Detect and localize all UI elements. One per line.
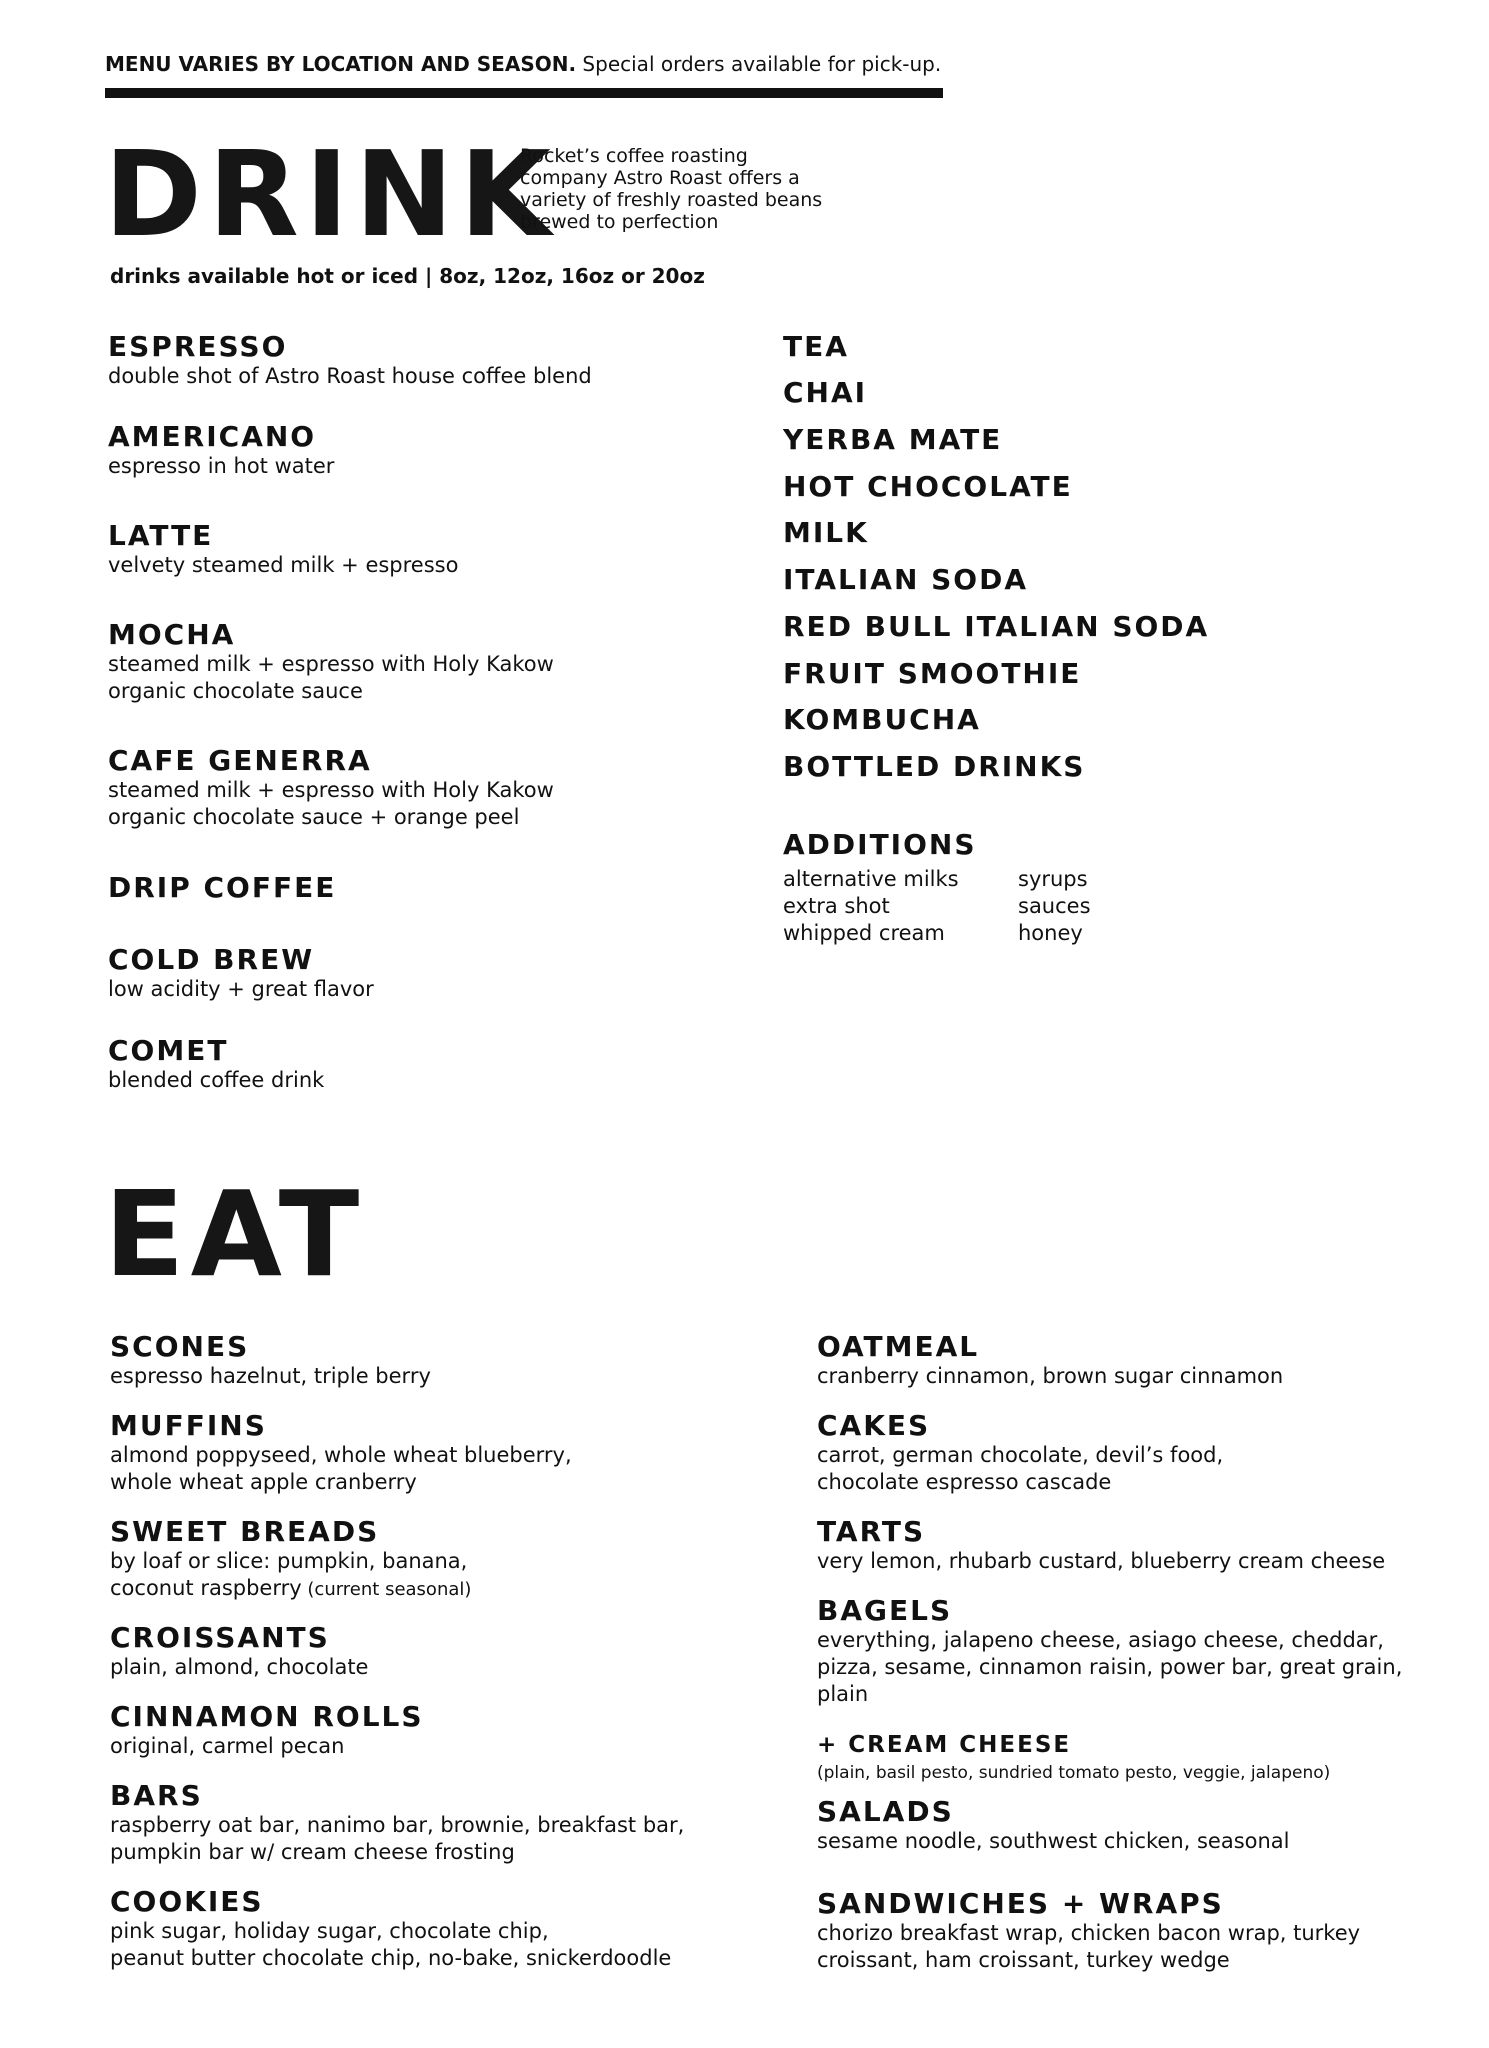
- additions-column-right: [1018, 866, 1091, 947]
- drink-item-description: [108, 1067, 324, 1094]
- eat-item-description-line: original, carmel pecan: [110, 1734, 345, 1758]
- drink-item-name: MOCHA: [108, 618, 236, 651]
- eat-item-description-line: pizza, sesame, cinnamon raisin, power bar, great grain,: [817, 1655, 1403, 1679]
- addition-item: syrups: [1018, 867, 1088, 891]
- eat-item-sandwiches-wraps: [817, 1888, 1360, 1974]
- eat-item-salads: [817, 1796, 1290, 1855]
- drink-item-description: [108, 453, 334, 480]
- eat-item-scones: [110, 1331, 431, 1390]
- drink-description-line: Rocket’s coffee roasting: [520, 145, 748, 167]
- drink-item-description-line: steamed milk + espresso with Holy Kakow: [108, 652, 554, 676]
- eat-item-description-line: very lemon, rhubarb custard, blueberry cream cheese: [817, 1549, 1386, 1573]
- eat-item-description: [110, 1733, 424, 1760]
- eat-item-name: OATMEAL: [817, 1330, 980, 1363]
- header-rule: [105, 88, 943, 98]
- drink-sizes-note: drinks available hot or iced | 8oz, 12oz, 16oz or 20oz: [110, 264, 705, 288]
- drink-item-cafe-generra: [108, 745, 554, 831]
- addition-item: sauces: [1018, 894, 1091, 918]
- eat-item-description-line: sesame noodle, southwest chicken, seasonal: [817, 1829, 1290, 1853]
- drink-item-name: CAFE GENERRA: [108, 744, 372, 777]
- eat-item-description: [817, 1627, 1402, 1708]
- eat-item-description-line: croissant, ham croissant, turkey wedge: [817, 1948, 1230, 1972]
- eat-item-oatmeal: [817, 1331, 1283, 1390]
- drink-list-item-tea: TEA: [783, 330, 849, 363]
- drink-item-cold-brew: [108, 944, 374, 1003]
- drink-item-description-line: organic chocolate sauce: [108, 679, 363, 703]
- menu-note-bold: MENU VARIES BY LOCATION AND SEASON.: [105, 52, 577, 76]
- drink-description-line: brewed to perfection: [520, 211, 719, 233]
- drink-item-mocha: [108, 619, 554, 705]
- eat-item-description-line: carrot, german chocolate, devil’s food,: [817, 1443, 1224, 1467]
- eat-item-name: TARTS: [817, 1515, 926, 1548]
- drink-item-name: AMERICANO: [108, 420, 317, 453]
- drink-list-item-fruit-smoothie: FRUIT SMOOTHIE: [783, 657, 1082, 690]
- eat-item-muffins: [110, 1410, 572, 1496]
- eat-item-cream-cheese: [817, 1729, 1330, 1785]
- drink-description-line: company Astro Roast offers a: [520, 167, 800, 189]
- eat-item-description-line: pumpkin bar w/ cream cheese frosting: [110, 1840, 515, 1864]
- eat-item-bars: [110, 1780, 684, 1866]
- drink-item-name: COLD BREW: [108, 943, 315, 976]
- drink-description: [520, 145, 860, 233]
- drink-heading: DRINK: [104, 125, 557, 263]
- eat-item-description-line: chorizo breakfast wrap, chicken bacon wrap, turkey: [817, 1921, 1361, 1945]
- eat-item-description-line: espresso hazelnut, triple berry: [110, 1364, 431, 1388]
- drink-item-description-line: organic chocolate sauce + orange peel: [108, 805, 520, 829]
- addition-item: whipped cream: [783, 921, 945, 945]
- eat-item-description: [110, 1442, 572, 1496]
- eat-item-description: [817, 1363, 1283, 1390]
- eat-item-description-line: peanut butter chocolate chip, no-bake, snickerdoodle: [110, 1946, 672, 1970]
- eat-item-description-line: plain: [817, 1682, 869, 1706]
- eat-item-name: CINNAMON ROLLS: [110, 1700, 424, 1733]
- drink-item-name: COMET: [108, 1034, 229, 1067]
- drink-item-name: ESPRESSO: [108, 330, 288, 363]
- eat-item-bagels: [817, 1595, 1402, 1708]
- eat-item-description-line: cranberry cinnamon, brown sugar cinnamon: [817, 1364, 1284, 1388]
- drink-item-description: [108, 552, 458, 579]
- drink-item-description-line: steamed milk + espresso with Holy Kakow: [108, 778, 554, 802]
- eat-item-description: [817, 1828, 1290, 1855]
- drink-item-description-line: espresso in hot water: [108, 454, 335, 478]
- additions-column-left: [783, 866, 959, 947]
- eat-heading: EAT: [104, 1165, 366, 1303]
- drink-item-description: [108, 363, 592, 390]
- eat-item-name: + CREAM CHEESE: [817, 1732, 1072, 1758]
- drink-item-drip-coffee: [108, 872, 336, 904]
- drink-list-item-chai: CHAI: [783, 376, 868, 409]
- addition-item: extra shot: [783, 894, 890, 918]
- drink-list-item-red-bull-italian-soda: RED BULL ITALIAN SODA: [783, 610, 1210, 643]
- eat-item-description-line: everything, jalapeno cheese, asiago cheese, cheddar,: [817, 1628, 1384, 1652]
- eat-item-croissants: [110, 1622, 368, 1681]
- drink-item-description-line: double shot of Astro Roast house coffee blend: [108, 364, 592, 388]
- menu-note-light: Special orders available for pick-up.: [576, 52, 942, 76]
- drink-list-item-milk: MILK: [783, 516, 869, 549]
- eat-item-tarts: [817, 1516, 1385, 1575]
- drink-description-line: variety of freshly roasted beans: [520, 189, 823, 211]
- eat-item-description: [817, 1920, 1360, 1974]
- drink-item-description-line: velvety steamed milk + espresso: [108, 553, 459, 577]
- drink-item-americano: [108, 421, 334, 480]
- additions-heading: ADDITIONS: [783, 828, 977, 861]
- eat-item-name: CROISSANTS: [110, 1621, 330, 1654]
- eat-item-description-line: pink sugar, holiday sugar, chocolate chip,: [110, 1919, 549, 1943]
- eat-item-name: BARS: [110, 1779, 203, 1812]
- eat-item-cookies: [110, 1886, 671, 1972]
- eat-item-cakes: [817, 1410, 1223, 1496]
- eat-item-description-line: chocolate espresso cascade: [817, 1470, 1112, 1494]
- eat-item-description-line: almond poppyseed, whole wheat blueberry,: [110, 1443, 572, 1467]
- eat-item-description-line: raspberry oat bar, nanimo bar, brownie, breakfast bar,: [110, 1813, 685, 1837]
- drink-item-description-line: blended coffee drink: [108, 1068, 325, 1092]
- addition-item: honey: [1018, 921, 1083, 945]
- drink-item-latte: [108, 520, 458, 579]
- eat-item-description: [110, 1548, 471, 1603]
- eat-item-cinnamon-rolls: [110, 1701, 424, 1760]
- drink-list-item-kombucha: KOMBUCHA: [783, 703, 981, 736]
- eat-item-name: BAGELS: [817, 1594, 953, 1627]
- eat-item-name: MUFFINS: [110, 1409, 267, 1442]
- eat-item-description: [110, 1363, 431, 1390]
- drink-list-item-italian-soda: ITALIAN SODA: [783, 563, 1029, 596]
- drink-item-espresso: [108, 331, 592, 390]
- drink-item-description: [108, 976, 374, 1003]
- eat-item-description: [110, 1918, 671, 1972]
- eat-item-name: CAKES: [817, 1409, 931, 1442]
- eat-item-description: [110, 1812, 684, 1866]
- seasonal-note: (current seasonal): [301, 1579, 472, 1600]
- eat-item-name: SCONES: [110, 1330, 250, 1363]
- eat-item-description-line: (plain, basil pesto, sundried tomato pesto, veggie, jalapeno): [817, 1763, 1331, 1783]
- drink-item-comet: [108, 1035, 324, 1094]
- eat-item-description-line: [110, 1575, 471, 1603]
- drink-item-description-line: low acidity + great flavor: [108, 977, 374, 1001]
- eat-item-description-line: plain, almond, chocolate: [110, 1655, 369, 1679]
- drink-item-description: [108, 777, 554, 831]
- eat-item-description-text: coconut raspberry: [110, 1576, 302, 1600]
- eat-item-sweet-breads: [110, 1516, 471, 1603]
- drink-list-item-hot-chocolate: HOT CHOCOLATE: [783, 470, 1073, 503]
- eat-item-description: [817, 1548, 1385, 1575]
- drink-item-name: LATTE: [108, 519, 214, 552]
- menu-top-note: [105, 52, 941, 76]
- eat-item-description-line: by loaf or slice: pumpkin, banana,: [110, 1549, 468, 1573]
- eat-item-name: COOKIES: [110, 1885, 264, 1918]
- eat-item-name: SANDWICHES + WRAPS: [817, 1887, 1224, 1920]
- addition-item: alternative milks: [783, 867, 959, 891]
- eat-item-name: SALADS: [817, 1795, 954, 1828]
- eat-item-description: [817, 1442, 1223, 1496]
- eat-item-description-line: whole wheat apple cranberry: [110, 1470, 417, 1494]
- drink-item-description: [108, 651, 554, 705]
- eat-item-name: SWEET BREADS: [110, 1515, 380, 1548]
- eat-item-description: [110, 1654, 368, 1681]
- drink-list-item-bottled-drinks: BOTTLED DRINKS: [783, 750, 1086, 783]
- drink-list-item-yerba-mate: YERBA MATE: [783, 423, 1003, 456]
- drink-item-name: DRIP COFFEE: [108, 871, 337, 904]
